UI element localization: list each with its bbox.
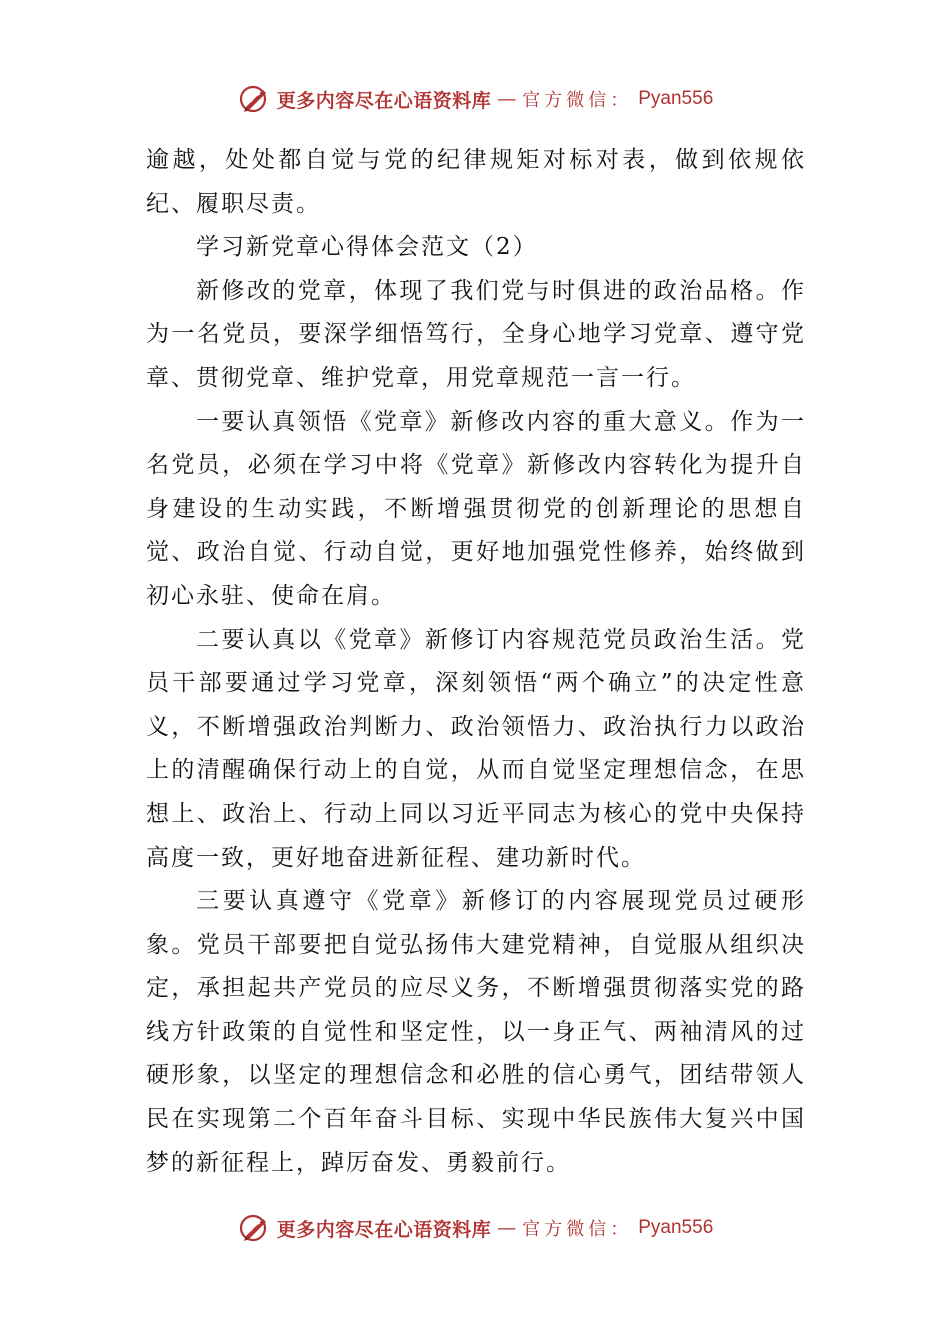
banner-text: 更多内容尽在心语资料库 xyxy=(276,89,492,112)
banner-wechat-id: Pyan556 xyxy=(638,1217,714,1238)
paragraph: 二要认真以《党章》新修订内容规范党员政治生活。党员干部要通过学习党章，深刻领悟“两个确立”的决定性意义，不断增强政治判断力、政治领悟力、政治执行力以政治上的清醒确保行动上的自觉，从而自觉坚定理想信念，在思想上、政治上、行动上同以习近平同志为核心的党中央保持高度一致，更好地奋进新征程、建功新时代。 xyxy=(146,626,806,871)
pen-circle-icon xyxy=(237,1211,271,1245)
paragraph: 三要认真遵守《党章》新修订的内容展现党员过硬形象。党员干部要把自觉弘扬伟大建党精神，自觉服从组织决定，承担起共产党员的应尽义务，不断增强贯彻落实党的路线方针政策的自觉性和坚定性，以一身正气、两袖清风的过硬形象，以坚定的理想信念和必胜的信心勇气，团结带领人民在实现第二个百年奋斗目标、实现中华民族伟大复兴中国梦的新征程上，踔厉奋发、勇毅前行。 xyxy=(146,888,806,1176)
paragraph-continuation: 逾越，处处都自觉与党的纪律规矩对标对表，做到依规依纪、履职尽责。 xyxy=(146,147,806,217)
header-banner xyxy=(0,82,950,116)
document-body xyxy=(146,139,806,1185)
footer-banner xyxy=(0,1211,950,1245)
section-heading: 学习新党章心得体会范文（2） xyxy=(196,234,538,261)
banner-label: 官方微信： xyxy=(522,1219,633,1240)
paragraph: 一要认真领悟《党章》新修改内容的重大意义。作为一名党员，必须在学习中将《党章》新修改内容转化为提升自身建设的生动实践，不断增强贯彻党的创新理论的思想自觉、政治自觉、行动自觉，更好地加强党性修养，始终做到初心永驻、使命在肩。 xyxy=(146,408,806,609)
banner-text: 更多内容尽在心语资料库 xyxy=(276,1218,492,1241)
paragraph: 新修改的党章，体现了我们党与时俱进的政治品格。作为一名党员，要深学细悟笃行，全身心地学习党章、遵守党章、贯彻党章、维护党章，用党章规范一言一行。 xyxy=(146,277,806,391)
banner-separator: — xyxy=(497,88,517,110)
banner-label: 官方微信： xyxy=(522,90,633,111)
banner-wechat-id: Pyan556 xyxy=(638,88,714,109)
banner-separator: — xyxy=(497,1217,517,1239)
pen-circle-icon xyxy=(237,82,271,116)
